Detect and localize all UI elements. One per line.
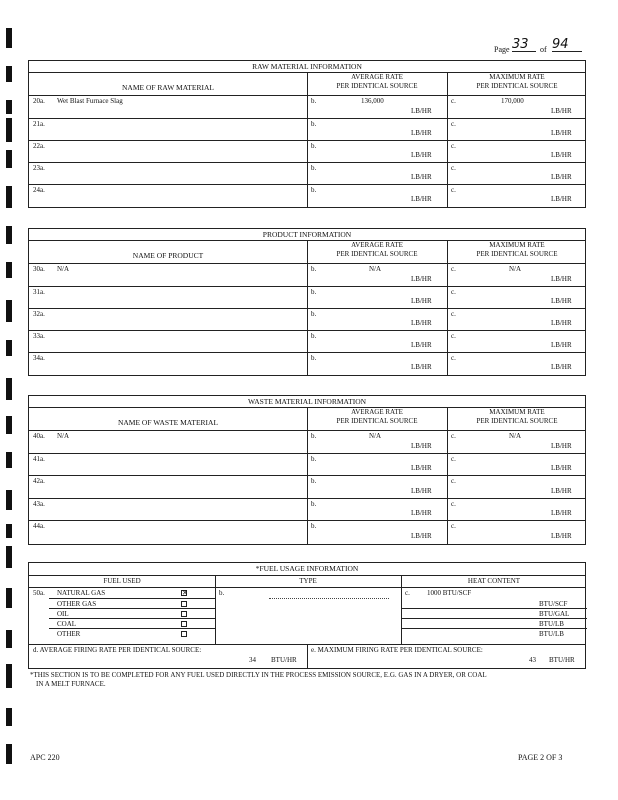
row-max-unit: LB/HR — [551, 487, 572, 495]
form-id: APC 220 — [30, 753, 60, 762]
row-label: 30a. — [33, 265, 45, 273]
table-row — [29, 430, 585, 453]
product-col-max-header-2: PER IDENTICAL SOURCE — [476, 250, 558, 258]
row-b-label: b. — [311, 455, 317, 463]
heat-unit-coal: BTU/LB — [539, 620, 564, 628]
table-row — [29, 330, 585, 352]
row-max-unit: LB/HR — [551, 173, 572, 181]
fuel-col-fuel-header: FUEL USED — [103, 577, 141, 585]
row-c-label: c. — [451, 186, 456, 194]
table-row — [29, 520, 585, 544]
heat-content-label: c. — [405, 589, 410, 597]
row-b-label: b. — [311, 432, 317, 440]
row-avg-unit: LB/HR — [411, 107, 432, 115]
waste-col-max-header-1: MAXIMUM RATE — [489, 408, 545, 416]
row-c-label: c. — [451, 332, 456, 340]
row-avg-unit: LB/HR — [411, 341, 432, 349]
table-row — [29, 162, 585, 184]
row-c-label: c. — [451, 310, 456, 318]
fuel-type-label: b. — [219, 589, 225, 597]
table-row — [29, 453, 585, 475]
row-max-unit: LB/HR — [551, 509, 572, 517]
raw-col-avg-header-2: PER IDENTICAL SOURCE — [336, 82, 418, 90]
of-label: of — [540, 45, 547, 54]
row-avg-unit: LB/HR — [411, 532, 432, 540]
row-avg-unit: LB/HR — [411, 363, 432, 371]
row-label: 32a. — [33, 310, 45, 318]
table-row — [29, 498, 585, 520]
row-label: 42a. — [33, 477, 45, 485]
row-max-unit: LB/HR — [551, 297, 572, 305]
row-max-unit: LB/HR — [551, 129, 572, 137]
row-b-label: b. — [311, 354, 317, 362]
table-row — [29, 352, 585, 375]
table-row — [29, 475, 585, 498]
product-col-avg-header-1: AVERAGE RATE — [351, 241, 403, 249]
row-avg-unit: LB/HR — [411, 275, 432, 283]
row-max-value[interactable]: 170,000 — [501, 97, 524, 105]
row-c-label: c. — [451, 164, 456, 172]
table-row — [29, 184, 585, 207]
row-b-label: b. — [311, 310, 317, 318]
fuel-option-other[interactable] — [29, 629, 215, 639]
max-firing-rate-value[interactable]: 43 — [529, 656, 536, 664]
row-max-value[interactable]: N/A — [509, 265, 522, 273]
fuel-checkbox[interactable] — [181, 601, 187, 607]
raw-col-max-header-2: PER IDENTICAL SOURCE — [476, 82, 558, 90]
row-avg-unit: LB/HR — [411, 487, 432, 495]
row-avg-unit: LB/HR — [411, 129, 432, 137]
row-c-label: c. — [451, 455, 456, 463]
fuel-option-label: OIL — [57, 610, 69, 618]
waste-col-name-header: NAME OF WASTE MATERIAL — [117, 418, 219, 427]
row-avg-unit: LB/HR — [411, 173, 432, 181]
row-c-label: c. — [451, 477, 456, 485]
row-name[interactable]: Wet Blast Furnace Slag — [57, 97, 123, 105]
row-max-unit: LB/HR — [551, 363, 572, 371]
row-label: 22a. — [33, 142, 45, 150]
heat-unit-oil: BTU/GAL — [539, 610, 570, 618]
row-b-label: b. — [311, 97, 317, 105]
row-b-label: b. — [311, 332, 317, 340]
table-row — [29, 286, 585, 308]
page-total-value: 94 — [552, 38, 582, 52]
waste-title: WASTE MATERIAL INFORMATION — [247, 397, 367, 406]
product-col-name-header: NAME OF PRODUCT — [132, 251, 204, 260]
fuel-row-label: 50a. — [33, 589, 45, 597]
row-b-label: b. — [311, 522, 317, 530]
fuel-option-label: NATURAL GAS — [57, 589, 106, 597]
raw-col-name-header: NAME OF RAW MATERIAL — [122, 83, 214, 92]
row-max-value[interactable]: N/A — [509, 432, 522, 440]
row-b-label: b. — [311, 288, 317, 296]
fuel-type-input-line[interactable] — [269, 598, 389, 599]
fuel-footnote-line-1: *THIS SECTION IS TO BE COMPLETED FOR ANY FUEL USED DIRECTLY IN THE PROCESS EMISSION SOURCE, E.G. GAS IN A DRYER, OR COAL — [30, 671, 487, 679]
row-max-unit: LB/HR — [551, 442, 572, 450]
table-row — [29, 308, 585, 330]
page-label: Page — [494, 45, 510, 54]
fuel-option-label: COAL — [57, 620, 77, 628]
row-c-label: c. — [451, 97, 456, 105]
raw-col-max-header-1: MAXIMUM RATE — [489, 73, 545, 81]
product-col-avg-header-2: PER IDENTICAL SOURCE — [336, 250, 418, 258]
raw-material-title: RAW MATERIAL INFORMATION — [252, 62, 362, 71]
table-row — [29, 118, 585, 140]
row-max-unit: LB/HR — [551, 195, 572, 203]
fuel-checkbox[interactable] — [181, 621, 187, 627]
row-label: 44a. — [33, 522, 45, 530]
waste-col-avg-header-2: PER IDENTICAL SOURCE — [336, 417, 418, 425]
raw-material-section — [28, 60, 586, 208]
fuel-col-type-header: TYPE — [299, 577, 317, 585]
fuel-checkbox[interactable] — [181, 631, 187, 637]
waste-col-avg-header-1: AVERAGE RATE — [351, 408, 403, 416]
table-row — [29, 95, 585, 118]
avg-firing-rate-unit: BTU/HR — [271, 656, 297, 664]
product-section — [28, 228, 586, 376]
row-b-label: b. — [311, 164, 317, 172]
row-avg-unit: LB/HR — [411, 319, 432, 327]
row-c-label: c. — [451, 500, 456, 508]
heat-content-value[interactable]: 1000 BTU/SCF — [427, 589, 472, 597]
fuel-checkbox[interactable] — [181, 611, 187, 617]
avg-firing-rate-value[interactable]: 34 — [249, 656, 256, 664]
row-avg-value[interactable]: N/A — [369, 432, 382, 440]
max-firing-rate-label: e. MAXIMUM FIRING RATE PER IDENTICAL SOURCE: — [311, 646, 483, 654]
heat-unit-other: BTU/LB — [539, 630, 564, 638]
row-label: 41a. — [33, 455, 45, 463]
page-number-value: 33 — [512, 38, 536, 52]
fuel-title: *FUEL USAGE INFORMATION — [255, 564, 359, 573]
row-avg-unit: LB/HR — [411, 509, 432, 517]
row-c-label: c. — [451, 120, 456, 128]
row-c-label: c. — [451, 432, 456, 440]
row-max-unit: LB/HR — [551, 151, 572, 159]
row-name[interactable]: N/A — [57, 432, 70, 440]
fuel-checkbox-checked[interactable]: ✕ — [182, 589, 188, 597]
row-name[interactable]: N/A — [57, 265, 70, 273]
row-avg-unit: LB/HR — [411, 297, 432, 305]
row-b-label: b. — [311, 120, 317, 128]
row-b-label: b. — [311, 477, 317, 485]
row-avg-value[interactable]: N/A — [369, 265, 382, 273]
page-of-footer: PAGE 2 OF 3 — [518, 753, 563, 762]
row-b-label: b. — [311, 142, 317, 150]
row-label: 21a. — [33, 120, 45, 128]
product-title: PRODUCT INFORMATION — [262, 230, 352, 239]
row-avg-unit: LB/HR — [411, 195, 432, 203]
fuel-option-label: OTHER GAS — [57, 600, 97, 608]
row-c-label: c. — [451, 265, 456, 273]
row-label: 33a. — [33, 332, 45, 340]
row-c-label: c. — [451, 354, 456, 362]
row-b-label: b. — [311, 186, 317, 194]
row-label: 43a. — [33, 500, 45, 508]
row-c-label: c. — [451, 522, 456, 530]
fuel-usage-section — [28, 562, 586, 669]
fuel-option-label: OTHER — [57, 630, 81, 638]
table-row — [29, 140, 585, 162]
row-max-unit: LB/HR — [551, 464, 572, 472]
avg-firing-rate-label: d. AVERAGE FIRING RATE PER IDENTICAL SOURCE: — [33, 646, 202, 654]
row-avg-unit: LB/HR — [411, 151, 432, 159]
max-firing-rate-unit: BTU/HR — [549, 656, 575, 664]
fuel-col-heat-header: HEAT CONTENT — [467, 577, 521, 585]
row-c-label: c. — [451, 288, 456, 296]
waste-material-section — [28, 395, 586, 545]
row-label: 20a. — [33, 97, 45, 105]
row-label: 31a. — [33, 288, 45, 296]
fuel-footnote-line-2: IN A MELT FURNACE. — [36, 680, 106, 688]
row-c-label: c. — [451, 142, 456, 150]
waste-col-max-header-2: PER IDENTICAL SOURCE — [476, 417, 558, 425]
row-avg-unit: LB/HR — [411, 442, 432, 450]
heat-unit-other-gas: BTU/SCF — [539, 600, 568, 608]
row-max-unit: LB/HR — [551, 107, 572, 115]
product-col-max-header-1: MAXIMUM RATE — [489, 241, 545, 249]
row-label: 40a. — [33, 432, 45, 440]
table-row — [29, 263, 585, 286]
row-max-unit: LB/HR — [551, 532, 572, 540]
row-max-unit: LB/HR — [551, 275, 572, 283]
row-b-label: b. — [311, 500, 317, 508]
row-avg-unit: LB/HR — [411, 464, 432, 472]
row-avg-value[interactable]: 136,000 — [361, 97, 384, 105]
row-label: 34a. — [33, 354, 45, 362]
row-max-unit: LB/HR — [551, 341, 572, 349]
row-b-label: b. — [311, 265, 317, 273]
row-max-unit: LB/HR — [551, 319, 572, 327]
row-label: 23a. — [33, 164, 45, 172]
row-label: 24a. — [33, 186, 45, 194]
raw-col-avg-header-1: AVERAGE RATE — [351, 73, 403, 81]
